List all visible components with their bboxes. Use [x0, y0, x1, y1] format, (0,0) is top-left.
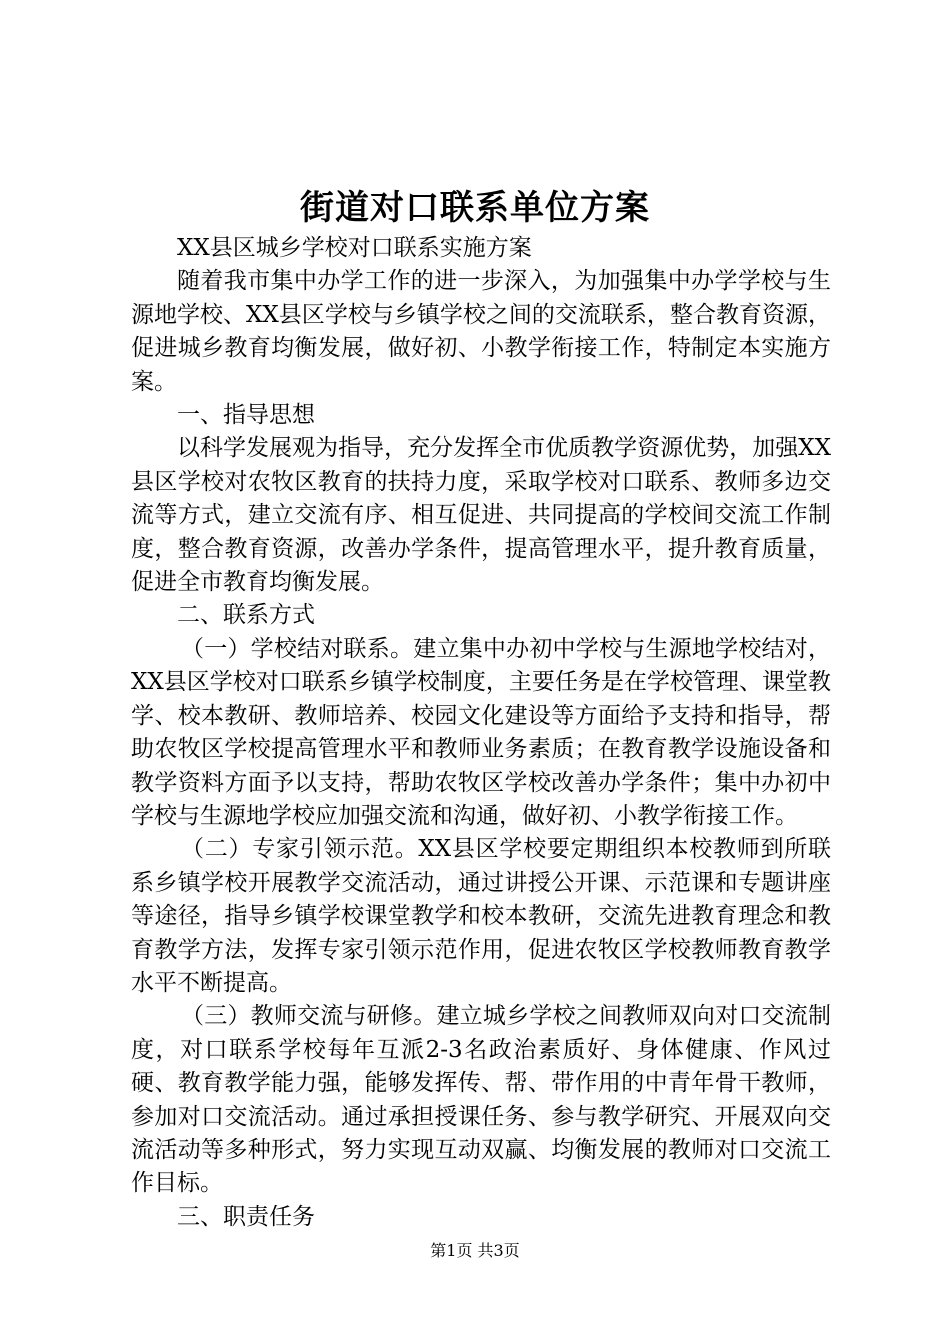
page-number-footer: 第1页 共3页: [430, 1241, 520, 1260]
section-heading-guiding-thought: 一、指导思想: [177, 402, 315, 429]
section-heading-contact-method: 二、联系方式: [177, 602, 315, 629]
contact-method-paragraph-3: （三）教师交流与研修。建立城乡学校之间教师双向对口交流制度，对口联系学校每年互派2-3名政治素质好、身体健康、作风过硬、教育教学能力强，能够发挥传、帮、带作用的中青年骨干教师，参加对口交流活动。通过承担授课任务、参与教学研究、开展双向交流活动等多种形式，努力实现互动双赢、均衡发展的教师对口交流工作目标。: [131, 1003, 831, 1197]
document-body: [131, 232, 831, 1234]
contact-method-paragraph-1: （一）学校结对联系。建立集中办初中学校与生源地学校结对，XX县区学校对口联系乡镇学校制度，主要任务是在学校管理、课堂教学、校本教研、教师培养、校园文化建设等方面给予支持和指导，帮助农牧区学校提高管理水平和教师业务素质；在教育教学设施设备和教学资料方面予以支持，帮助农牧区学校改善办学条件；集中办初中学校与生源地学校应加强交流和沟通，做好初、小教学衔接工作。: [131, 635, 831, 829]
document-title: 街道对口联系单位方案: [300, 188, 650, 228]
section-heading-duties: 三、职责任务: [177, 1203, 315, 1230]
intro-paragraph: 随着我市集中办学工作的进一步深入，为加强集中办学学校与生源地学校、XX县区学校与乡镇学校之间的交流联系，整合教育资源，促进城乡教育均衡发展，做好初、小教学衔接工作，特制定本实施方案。: [131, 268, 831, 395]
contact-method-paragraph-2: （二）专家引领示范。XX县区学校要定期组织本校教师到所联系乡镇学校开展教学交流活动，通过讲授公开课、示范课和专题讲座等途径，指导乡镇学校课堂教学和校本教研，交流先进教育理念和教育教学方法，发挥专家引领示范作用，促进农牧区学校教师教育教学水平不断提高。: [131, 836, 831, 996]
guiding-thought-paragraph: 以科学发展观为指导，充分发挥全市优质教学资源优势，加强XX县区学校对农牧区教育的扶持力度，采取学校对口联系、教师多边交流等方式，建立交流有序、相互促进、共同提高的学校间交流工作制度，整合教育资源，改善办学条件，提高管理水平，提升教育质量，促进全市教育均衡发展。: [131, 435, 831, 596]
subtitle-paragraph: XX县区城乡学校对口联系实施方案: [177, 235, 532, 261]
